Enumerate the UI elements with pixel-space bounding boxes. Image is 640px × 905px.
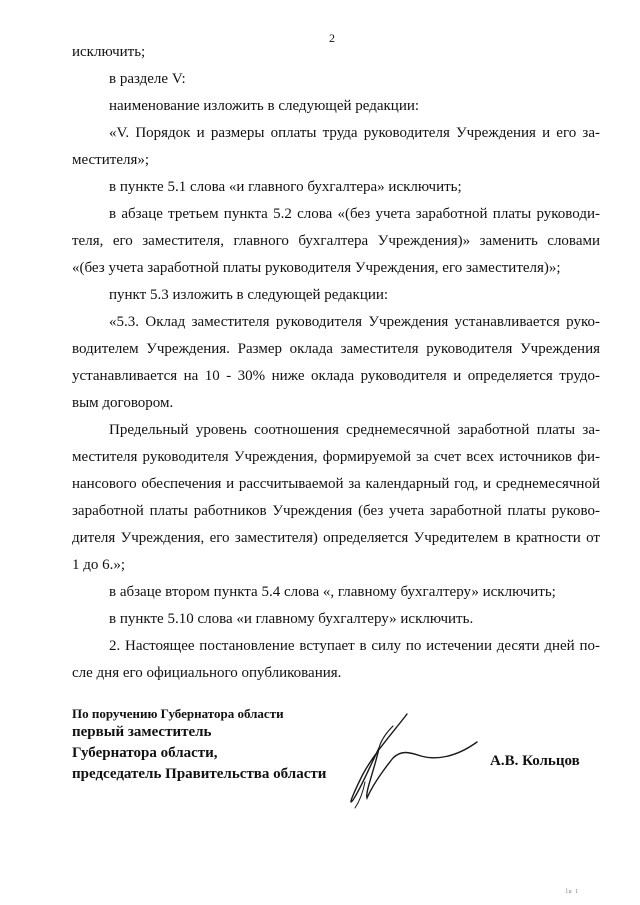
paragraph-line: в разделе V: xyxy=(109,71,186,87)
signature-block xyxy=(72,706,326,785)
paragraph-line: устанавливается на 10 - 30% ниже оклада руководителя и определяется трудо- xyxy=(72,368,600,384)
signature-title-line: первый заместитель xyxy=(72,724,212,740)
paragraph-line: «(без учета заработной платы руководителя Учреждения, его заместителя)»; xyxy=(72,260,561,276)
paragraph-line: нансового обеспечения и рассчитываемой за календарный год, и среднемесячной xyxy=(72,476,600,492)
handwritten-signature xyxy=(335,712,485,812)
document-body xyxy=(72,39,600,687)
paragraph-line: местителя»; xyxy=(72,152,150,168)
paragraph-line: пункт 5.3 изложить в следующей редакции: xyxy=(109,287,389,303)
paragraph-line: наименование изложить в следующей редакции: xyxy=(109,98,420,114)
paragraph-line: дителя Учреждения, его заместителя) определяется Учредителем в кратности от xyxy=(72,530,600,546)
paragraph-line: сле дня его официального опубликования. xyxy=(72,665,342,681)
page-number: 2 xyxy=(329,31,335,45)
paragraph-line: 2. Настоящее постановление вступает в силу по истечении десяти дней по- xyxy=(109,638,600,654)
paragraph-line: теля, его заместителя, главного бухгалтера Учреждения)» заменить словами xyxy=(72,233,600,249)
signature-authority-line: По поручению Губернатора области xyxy=(72,706,284,721)
paragraph-line: в пункте 5.1 слова «и главного бухгалтера» исключить; xyxy=(109,179,462,195)
signature-title-line: председатель Правительства области xyxy=(72,766,327,782)
paragraph-line: вым договором. xyxy=(72,395,174,411)
paragraph-line: в абзаце втором пункта 5.4 слова «, главному бухгалтеру» исключить; xyxy=(109,584,556,600)
paragraph-line: «V. Порядок и размеры оплаты труда руководителя Учреждения и его за- xyxy=(109,125,600,141)
signatory-name: А.В. Кольцов xyxy=(490,753,580,769)
paragraph-line: исключить; xyxy=(72,44,146,60)
corner-mark: lu 1 xyxy=(566,889,580,895)
paragraph-line: «5.3. Оклад заместителя руководителя Учреждения устанавливается руко- xyxy=(109,314,600,330)
paragraph-line: в пункте 5.10 слова «и главному бухгалтеру» исключить. xyxy=(109,611,474,627)
paragraph-line: в абзаце третьем пункта 5.2 слова «(без учета заработной платы руководи- xyxy=(109,206,600,222)
paragraph-line: 1 до 6.»; xyxy=(72,557,126,573)
paragraph-line: заработной платы работников Учреждения (без учета заработной платы руково- xyxy=(72,503,600,519)
paragraph-line: местителя руководителя Учреждения, формируемой за счет всех источников фи- xyxy=(72,449,600,465)
paragraph-line: Предельный уровень соотношения среднемесячной заработной платы за- xyxy=(109,422,600,438)
signature-title-line: Губернатора области, xyxy=(72,745,218,761)
paragraph-line: водителем Учреждения. Размер оклада заместителя руководителя Учреждения xyxy=(72,341,600,357)
